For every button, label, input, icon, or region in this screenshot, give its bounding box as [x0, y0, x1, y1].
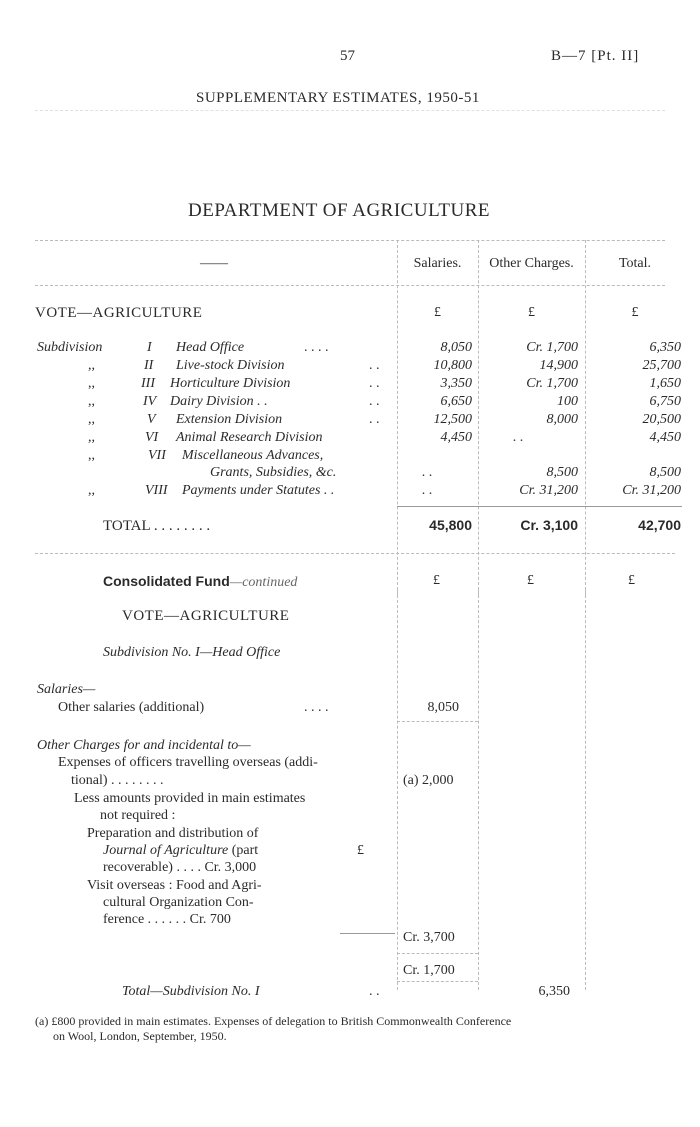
visit-line: ference . . . . . . Cr. 700	[103, 912, 231, 927]
cell-total: 4,450	[649, 430, 681, 445]
currency-symbol: £	[631, 305, 639, 320]
column-header-salaries: Salaries.	[413, 256, 462, 271]
column-divider	[397, 590, 398, 990]
less-line: not required :	[100, 808, 176, 823]
row-numeral: VII	[148, 448, 166, 463]
leader-dots: . .	[369, 984, 380, 999]
cell-total: 1,650	[649, 376, 681, 391]
visit-line: cultural Organization Con-	[103, 895, 254, 910]
fund-label: Consolidated Fund	[103, 573, 230, 589]
less-line: Less amounts provided in main estimates	[74, 791, 306, 806]
ditto-mark: ,,	[88, 376, 95, 391]
sum-rule	[340, 933, 395, 934]
currency-symbol: £	[628, 573, 635, 588]
row-numeral: I	[147, 340, 152, 355]
table-bottom-rule	[35, 553, 675, 554]
cell-total: 20,500	[642, 412, 681, 427]
cell-other-charges: Cr. 1,700	[526, 340, 578, 355]
vote-label: VOTE—AGRICULTURE	[35, 305, 203, 321]
subdivision-heading: Subdivision No. I—Head Office	[103, 645, 281, 660]
expenses-line: tional) . . . . . . . .	[71, 773, 164, 788]
leader-dots: . .	[369, 412, 380, 427]
row-name: Horticulture Division	[170, 376, 291, 391]
total-other-charges: Cr. 3,100	[520, 517, 578, 533]
row-numeral: III	[141, 376, 155, 391]
row-name-continued: Grants, Subsidies, &c.	[210, 465, 337, 480]
ditto-mark: ,,	[88, 358, 95, 373]
rule	[397, 953, 478, 954]
cell-salaries: 12,500	[433, 412, 472, 427]
journal-title: Journal of Agriculture	[103, 843, 229, 858]
total-rule	[397, 506, 682, 507]
total-total: 42,700	[638, 517, 681, 533]
row-name: Live-stock Division	[176, 358, 285, 373]
cell-salaries: . .	[421, 465, 433, 480]
other-salaries-label: Other salaries (additional)	[58, 700, 205, 715]
row-name: Head Office	[176, 340, 245, 355]
leader-dots: . . . .	[304, 700, 329, 715]
leader-dots: . . . .	[304, 340, 329, 355]
cell-salaries: 10,800	[433, 358, 472, 373]
fund-continued: —continued	[229, 575, 298, 590]
header-rule	[35, 110, 665, 111]
rule	[397, 981, 478, 982]
total-label: TOTAL . . . . . . . .	[103, 518, 211, 534]
row-numeral: VI	[145, 430, 159, 445]
salaries-heading: Salaries—	[37, 682, 96, 697]
row-name: Animal Research Division	[176, 430, 323, 445]
column-divider	[478, 590, 479, 990]
expenses-line: Expenses of officers travelling overseas (addi-	[58, 755, 318, 770]
page-subtitle: SUPPLEMENTARY ESTIMATES, 1950-51	[196, 90, 480, 106]
column-header-total: Total.	[618, 256, 652, 271]
preparation-line: recoverable) . . . . Cr. 3,000	[103, 860, 257, 875]
other-salaries-amount: 8,050	[427, 700, 459, 715]
row-numeral: VIII	[145, 483, 168, 498]
leader-dots: . .	[369, 358, 380, 373]
footnote: (a) £800 provided in main estimates. Expenses of delegation to British Commonwealth Conference	[35, 1014, 512, 1028]
consolidated-fund-heading	[103, 573, 297, 591]
footnote-continued: on Wool, London, September, 1950.	[53, 1029, 227, 1043]
cell-salaries: 8,050	[440, 340, 472, 355]
cell-total: 6,750	[649, 394, 681, 409]
ditto-mark: ,,	[88, 448, 95, 463]
ditto-mark: ,,	[88, 412, 95, 427]
vote-label: VOTE—AGRICULTURE	[122, 608, 290, 624]
cell-other-charges: 100	[557, 394, 578, 409]
row-name: Miscellaneous Advances,	[182, 448, 324, 463]
leader-dots: . .	[369, 376, 380, 391]
rule	[397, 721, 478, 722]
ditto-mark: ,,	[88, 483, 95, 498]
table-header-rule	[35, 285, 665, 286]
ditto-mark: ,,	[88, 394, 95, 409]
subdivision-total-amount: 6,350	[538, 984, 570, 999]
cell-other-charges: . .	[512, 430, 524, 445]
row-numeral: II	[144, 358, 154, 373]
leader-dots: . .	[369, 394, 380, 409]
cell-total: 6,350	[649, 340, 681, 355]
currency-symbol: £	[434, 305, 441, 320]
cell-other-charges: Cr. 31,200	[519, 483, 578, 498]
expenses-amount: (a) 2,000	[403, 773, 454, 788]
row-name: Extension Division	[176, 412, 283, 427]
preparation-line	[103, 843, 258, 859]
preparation-part: (part	[231, 843, 259, 858]
cell-salaries: 6,650	[440, 394, 472, 409]
ditto-mark: ,,	[88, 430, 95, 445]
net-amount: Cr. 1,700	[403, 963, 455, 978]
other-charges-heading: Other Charges for and incidental to—	[37, 738, 251, 753]
page-number: 57	[340, 48, 355, 64]
cell-total: 25,700	[642, 358, 681, 373]
cell-salaries: . .	[421, 483, 433, 498]
cell-other-charges: 8,000	[546, 412, 578, 427]
cell-salaries: 3,350	[440, 376, 472, 391]
row-name: Payments under Statutes . .	[182, 483, 335, 498]
subdivision-total-label: Total—Subdivision No. I	[122, 984, 260, 999]
cell-salaries: 4,450	[440, 430, 472, 445]
column-divider	[585, 590, 586, 990]
currency-symbol: £	[527, 573, 534, 588]
total-salaries: 45,800	[429, 517, 472, 533]
visit-line: Visit overseas : Food and Agri-	[87, 878, 262, 893]
preparation-line: Preparation and distribution of	[87, 826, 259, 841]
column-header-other-charges: Other Charges.	[489, 256, 574, 271]
row-numeral: IV	[143, 394, 157, 409]
cell-other-charges: 8,500	[546, 465, 578, 480]
cell-total: Cr. 31,200	[622, 483, 681, 498]
cell-other-charges: Cr. 1,700	[526, 376, 578, 391]
page-title: DEPARTMENT OF AGRICULTURE	[188, 200, 491, 221]
less-sum-amount: Cr. 3,700	[403, 930, 455, 945]
row-name: Dairy Division . .	[170, 394, 268, 409]
document-reference: B—7 [Pt. II]	[551, 48, 640, 64]
row-numeral: V	[147, 412, 156, 427]
currency-symbol: £	[357, 843, 364, 858]
stub-heading: ——	[200, 256, 228, 271]
cell-total: 8,500	[649, 465, 681, 480]
table-top-rule	[35, 240, 665, 241]
currency-symbol: £	[433, 573, 440, 588]
subdivision-label: Subdivision	[37, 340, 103, 355]
cell-other-charges: 14,900	[539, 358, 578, 373]
currency-symbol: £	[528, 305, 535, 320]
